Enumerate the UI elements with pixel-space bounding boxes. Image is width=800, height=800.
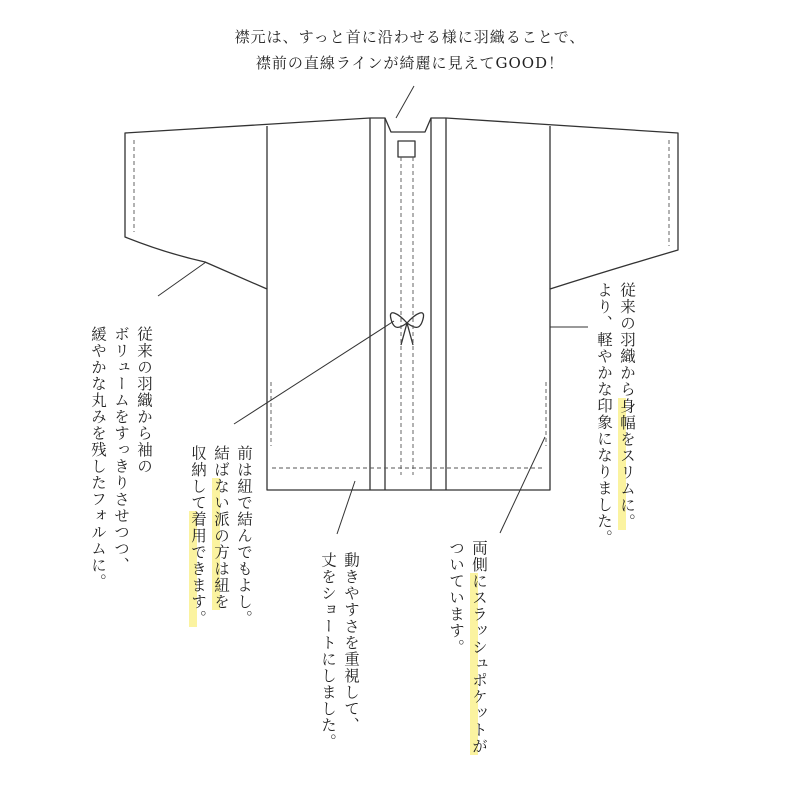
note-pocket-line1 <box>467 540 490 755</box>
note-pocket-line1-a: 両側 <box>470 540 488 573</box>
note-tie-line3-highlight: 着用できます。 <box>189 511 207 627</box>
note-length-line1: 動きやすさを重視して、 <box>342 552 360 734</box>
top-note-line1: 襟元は、すっと首に沿わせる様に羽織ることで、 <box>234 28 586 46</box>
note-tie-line2 <box>209 445 232 627</box>
note-tie-line2-a: 結ば <box>212 445 230 478</box>
leader-sleeve <box>158 262 206 296</box>
note-pocket <box>444 540 490 755</box>
note-tie <box>186 445 255 627</box>
note-sleeve-line3: 緩やかな丸みを残したフォルムに。 <box>89 326 107 590</box>
note-body-line1-highlight: 身幅をスリムに。 <box>618 397 636 530</box>
note-tie-line3 <box>186 445 209 627</box>
note-sleeve <box>86 326 155 590</box>
ribbon-bow <box>390 313 423 345</box>
note-tie-line3-a: 収納して <box>189 445 207 511</box>
note-body <box>592 282 638 546</box>
note-tie-line1: 前は紐で結んでもよし。 <box>235 445 253 627</box>
note-pocket-line2: ついています。 <box>447 540 465 656</box>
collar-band <box>370 118 446 490</box>
note-length-line2: 丈をショートにしました。 <box>319 552 337 750</box>
note-length <box>316 552 362 750</box>
note-body-line1-a: 従来の羽織から <box>618 282 636 398</box>
neckline <box>385 118 431 132</box>
note-sleeve-line2: ボリュームをすっきりさせつつ、 <box>112 326 130 574</box>
tie-loop <box>398 141 415 157</box>
leader-length <box>337 481 355 534</box>
leader-collar <box>396 86 414 118</box>
note-pocket-line1-highlight: にスラッシュポケットが <box>470 573 488 755</box>
top-note-line2: 襟前の直線ラインが綺麗に見えてGOOD！ <box>255 54 565 72</box>
note-body-line2: より、軽やかな印象になりました。 <box>595 282 613 546</box>
note-tie-line2-highlight: ない派の方は紐を <box>212 478 230 610</box>
note-sleeve-line1: 従来の羽織から袖の <box>135 326 153 475</box>
note-body-line1 <box>615 282 638 546</box>
leader-pocket <box>500 437 545 533</box>
